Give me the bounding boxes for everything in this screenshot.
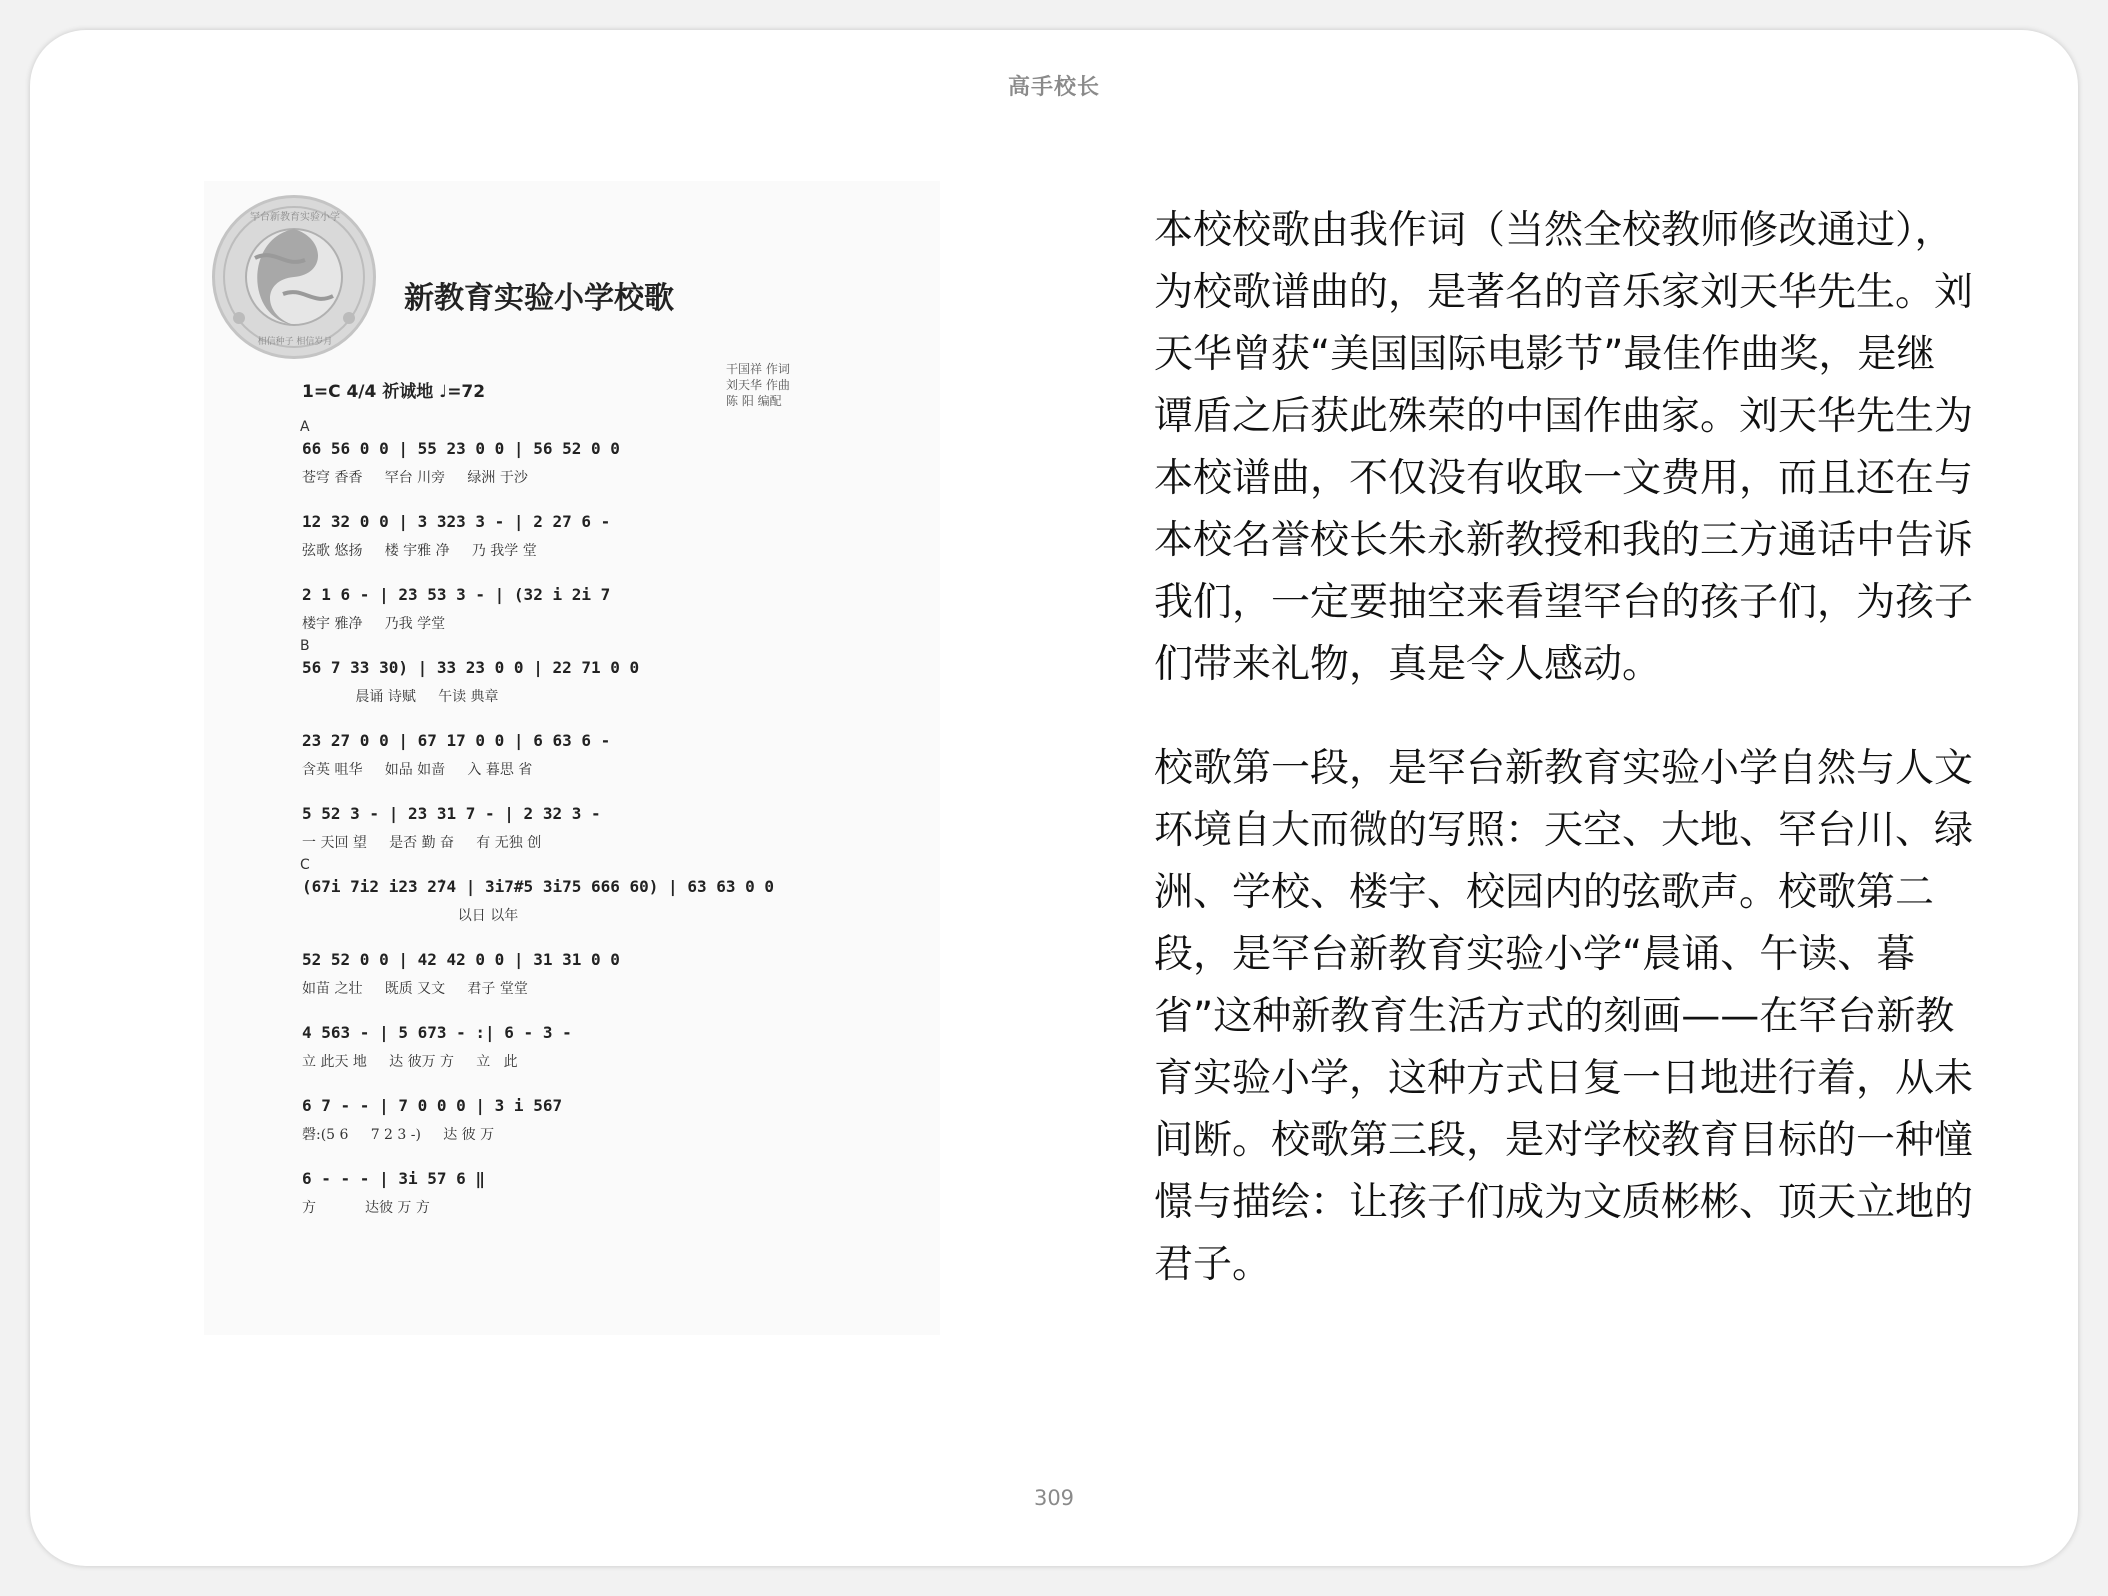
notation-line: 56 7 33 30) | 33 23 0 0 | 22 71 0 0 bbox=[302, 658, 640, 677]
score-system bbox=[302, 798, 902, 871]
lyrics-line: 方 达彼 万 方 bbox=[302, 1200, 430, 1216]
credit-composer: 刘天华 作曲 bbox=[726, 378, 790, 392]
song-title: 新教育实验小学校歌 bbox=[404, 281, 674, 316]
lyrics-line: 苍穹 香香 罕台 川旁 绿洲 于沙 bbox=[302, 470, 528, 486]
lyrics-line: 立 此天 地 达 彼万 方 立 此 bbox=[302, 1054, 518, 1070]
notation-line: 6 - - - | 3i 57 6 ‖ bbox=[302, 1169, 486, 1188]
lyrics-line: 晨诵 诗赋 午读 典章 bbox=[302, 689, 499, 705]
lyrics-line: 含英 咀华 如品 如啬 入 暮思 省 bbox=[302, 762, 533, 778]
sheet-music-image bbox=[204, 181, 940, 1335]
lyrics-line: 以日 以年 bbox=[302, 908, 519, 924]
lyrics-line: 一 天回 望 是否 勤 奋 有 无独 创 bbox=[302, 835, 542, 851]
notation-line: 4 563 - | 5 673 - :| 6 - 3 - bbox=[302, 1023, 572, 1042]
notation-line: 52 52 0 0 | 42 42 0 0 | 31 31 0 0 bbox=[302, 950, 620, 969]
score-system bbox=[302, 725, 902, 798]
score-system bbox=[302, 944, 902, 1017]
score-system bbox=[302, 1090, 902, 1163]
score-system bbox=[302, 1017, 902, 1090]
book-title-header: 高手校长 bbox=[1007, 75, 1100, 100]
lyrics-line: 如苗 之壮 既质 又文 君子 堂堂 bbox=[302, 981, 528, 997]
section-mark: A bbox=[300, 419, 310, 435]
notation-line: (67i 7i2 i23 2̇74 | 3i7#5 3i75 666 60) | 63 63 0 0 bbox=[302, 877, 775, 896]
section-mark: C bbox=[300, 857, 310, 873]
credit-lyricist: 干国祥 作词 bbox=[726, 362, 790, 376]
notation-line: 23 27 0 0 | 67 17 0 0 | 6 63 6 - bbox=[302, 731, 611, 750]
paragraph: 校歌第一段，是罕台新教育实验小学自然与人文环境自大而微的写照：天空、大地、罕台川、绿洲、学校、楼宇、校园内的弦歌声。校歌第二段，是罕台新教育实验小学“晨诵、午读、暮省”这种新教育生活方式的刻画——在罕台新教育实验小学，这种方式日复一日地进行着，从未间断。校歌第三段，是对学校教育目标的一种憧憬与描绘：让孩子们成为文质彬彬、顶天立地的君子。 bbox=[1154, 746, 1974, 1287]
lyrics-line: 磬:(5 6 7 2 3 -) 达 彼 万 bbox=[302, 1127, 495, 1143]
score-system bbox=[300, 419, 902, 506]
page-number: 309 bbox=[1033, 1486, 1075, 1510]
key-signature: 1=C 4/4 祈诚地 ♩=72 bbox=[302, 382, 486, 402]
notation-line: 66 56 0 0 | 55 23 0 0 | 56 52 0 0 bbox=[302, 439, 620, 458]
music-score bbox=[300, 419, 902, 1236]
body-text bbox=[1154, 200, 1974, 1338]
score-system bbox=[302, 1163, 902, 1236]
score-system bbox=[300, 638, 902, 725]
school-emblem bbox=[212, 195, 376, 359]
notation-line: 2 1 6 - | 23 53 3 - | (32 i 2i 7 bbox=[302, 585, 611, 604]
lyrics-line: 弦歌 悠扬 楼 宇雅 净 乃 我学 堂 bbox=[302, 543, 537, 559]
notation-line: 12 32 0 0 | 3 323 3 - | 2 27 6 - bbox=[302, 512, 611, 531]
notation-line: 6 7 - - | 7 0 0 0 | 3 i 567 bbox=[302, 1096, 563, 1115]
lyrics-line: 楼宇 雅净 乃我 学堂 bbox=[302, 616, 446, 632]
score-system bbox=[302, 579, 902, 652]
paragraph: 本校校歌由我作词（当然全校教师修改通过），为校歌谱曲的，是著名的音乐家刘天华先生。刘天华曾获“美国国际电影节”最佳作曲奖，是继谭盾之后获此殊荣的中国作曲家。刘天华先生为本校谱曲，不仅没有收取一文费用，而且还在与本校名誉校长朱永新教授和我的三方通话中告诉我们，一定要抽空来看望罕台的孩子们，为孩子们带来礼物，真是令人感动。 bbox=[1154, 208, 1974, 687]
credit-arranger: 陈 阳 编配 bbox=[726, 394, 782, 408]
emblem-motto: 相信种子 相信岁月 bbox=[257, 337, 333, 347]
score-system bbox=[302, 506, 902, 579]
section-mark: B bbox=[300, 638, 310, 654]
notation-line: 5 52 3 - | 23 31 7 - | 2 32 3 - bbox=[302, 804, 601, 823]
song-credits bbox=[726, 361, 790, 409]
book-page bbox=[30, 30, 2078, 1566]
score-system bbox=[300, 857, 902, 944]
emblem-text: 罕台新教育实验小学 bbox=[250, 212, 340, 223]
